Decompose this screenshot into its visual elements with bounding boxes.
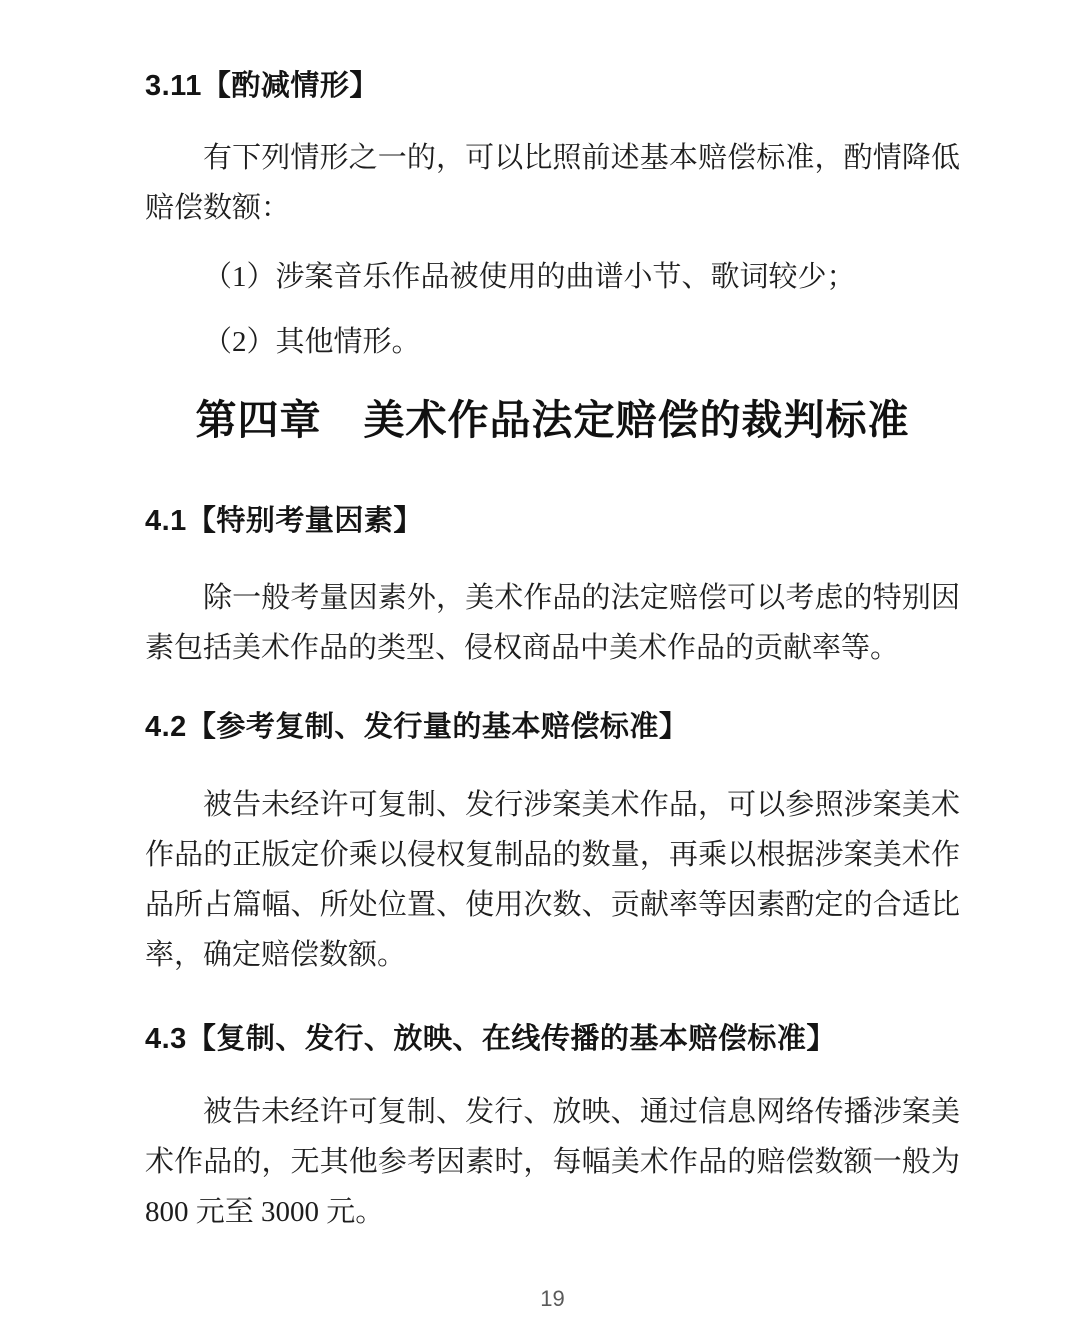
section-heading-3-11: 3.11【酌减情形】	[145, 70, 379, 102]
section-heading-4-3: 4.3【复制、发行、放映、在线传播的基本赔偿标准】	[145, 1023, 836, 1055]
section-heading-4-1: 4.1【特别考量因素】	[145, 505, 423, 537]
list-item-1: （1）涉案音乐作品被使用的曲谱小节、歌词较少；	[203, 261, 856, 293]
paragraph-4-2: 被告未经许可复制、发行涉案美术作品，可以参照涉案美术作品的正版定价乘以侵权复制品的数量，再乘以根据涉案美术作品所占篇幅、所处位置、使用次数、贡献率等因素酌定的合适比率，确定赔偿数额。	[145, 789, 960, 971]
list-item-2: （2）其他情形。	[203, 326, 421, 358]
paragraph-3-11-intro: 有下列情形之一的，可以比照前述基本赔偿标准，酌情降低赔偿数额：	[145, 142, 960, 224]
paragraph-4-1: 除一般考量因素外，美术作品的法定赔偿可以考虑的特别因素包括美术作品的类型、侵权商品中美术作品的贡献率等。	[145, 582, 960, 664]
page-number: 19	[540, 1286, 565, 1311]
chapter-4-title: 第四章 美术作品法定赔偿的裁判标准	[195, 397, 910, 443]
paragraph-4-3: 被告未经许可复制、发行、放映、通过信息网络传播涉案美术作品的，无其他参考因素时，每幅美术作品的赔偿数额一般为 800 元至 3000 元。	[145, 1096, 960, 1228]
section-heading-4-2: 4.2【参考复制、发行量的基本赔偿标准】	[145, 711, 689, 743]
